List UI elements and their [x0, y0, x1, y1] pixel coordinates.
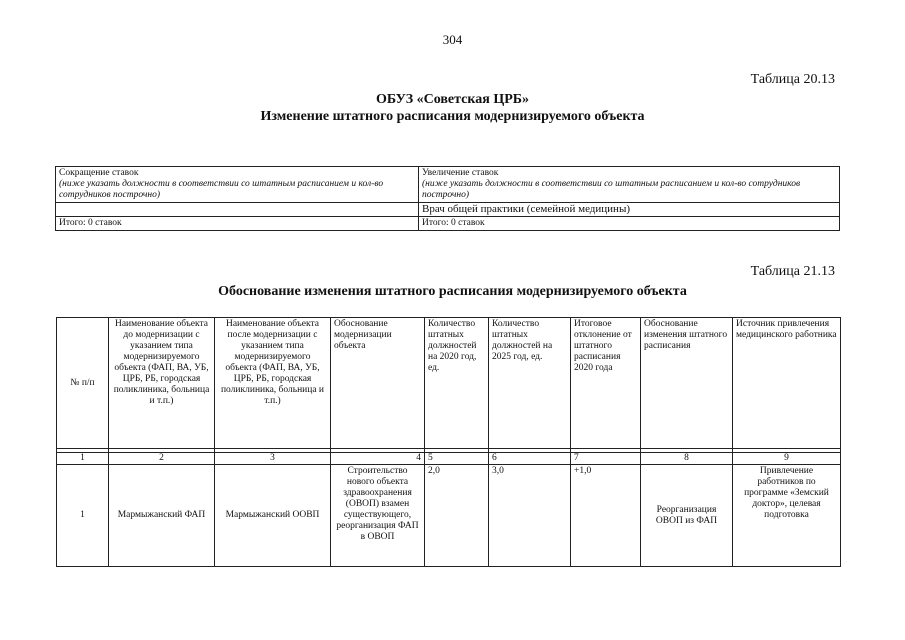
reduction-item-cell	[56, 203, 419, 217]
col-number: 1	[57, 453, 109, 465]
col-header-before: Наименование объекта до модернизации с указанием типа модернизируемого объекта (ФАП, ВА, УБ, ЦРБ, РБ, городская поликлиника, больница и т.п.)	[109, 318, 215, 449]
col-number: 9	[733, 453, 841, 465]
row-number: 1	[57, 465, 109, 567]
object-before: Мармыжанский ФАП	[109, 465, 215, 567]
col-number: 6	[489, 453, 571, 465]
col-header-num: № п/п	[57, 318, 109, 449]
increase-total: Итого: 0 ставок	[419, 217, 840, 231]
col-header-source: Источник привлечения медицинского работника	[733, 318, 841, 449]
object-after: Мармыжанский ООВП	[215, 465, 331, 567]
reduction-total: Итого: 0 ставок	[56, 217, 419, 231]
increase-item-cell: Врач общей практики (семейной медицины)	[419, 203, 840, 217]
col-header-staff-reason: Обоснование изменения штатного расписания	[641, 318, 733, 449]
table-row	[57, 465, 841, 567]
staff-deviation: +1,0	[571, 465, 641, 567]
col-number: 7	[571, 453, 641, 465]
col-number: 4	[331, 453, 425, 465]
table2-title: Обоснование изменения штатного расписания модернизируемого объекта	[218, 284, 687, 299]
header-row	[57, 318, 841, 449]
table-row	[56, 203, 840, 217]
col-number: 3	[215, 453, 331, 465]
staff-change-table	[55, 166, 840, 231]
table1-label: Таблица 20.13	[750, 72, 835, 87]
col-header-after: Наименование объекта после модернизации с указанием типа модернизируемого объекта (ФАП, ВА, УБ, ЦРБ, РБ, городская поликлиника, больница и т.п.)	[215, 318, 331, 449]
table1-org-title: ОБУЗ «Советская ЦРБ»	[375, 92, 530, 107]
col-header-staff-2020: Количество штатных должностей на 2020 год, ед.	[425, 318, 489, 449]
col-header-staff-2025: Количество штатных должностей на 2025 год, ед.	[489, 318, 571, 449]
increase-hint: (ниже указать должности в соответствии со штатным расписанием и кол-во сотрудников построчно)	[422, 179, 801, 200]
increase-header-cell	[419, 167, 840, 203]
modernization-reason: Строительство нового объекта здравоохранения (ОВОП) взамен существующего, реорганизация ФАП в ОВОП	[331, 465, 425, 567]
increase-header: Увеличение ставок	[422, 168, 499, 178]
worker-source: Привлечение работников по программе «Земский доктор», целевая подготовка	[733, 465, 841, 567]
reduction-header-cell	[56, 167, 419, 203]
table-row	[56, 167, 840, 203]
staff-2020: 2,0	[425, 465, 489, 567]
col-header-deviation: Итоговое отклонение от штатного расписания 2020 года	[571, 318, 641, 449]
table1-title: Изменение штатного расписания модернизируемого объекта	[260, 109, 645, 124]
table2-label: Таблица 21.13	[750, 264, 835, 279]
reduction-header: Сокращение ставок	[59, 168, 139, 178]
reduction-hint: (ниже указать должности в соответствии со штатным расписанием и кол-во сотрудников построчно)	[59, 179, 384, 200]
page-number: 304	[442, 32, 463, 47]
col-header-reason: Обоснование модернизации объекта	[331, 318, 425, 449]
col-number: 2	[109, 453, 215, 465]
col-number: 5	[425, 453, 489, 465]
col-number: 8	[641, 453, 733, 465]
justification-table	[56, 317, 841, 567]
staff-change-reason: Реорганизация ОВОП из ФАП	[641, 465, 733, 567]
staff-2025: 3,0	[489, 465, 571, 567]
table-row	[56, 217, 840, 231]
column-number-row	[57, 453, 841, 465]
